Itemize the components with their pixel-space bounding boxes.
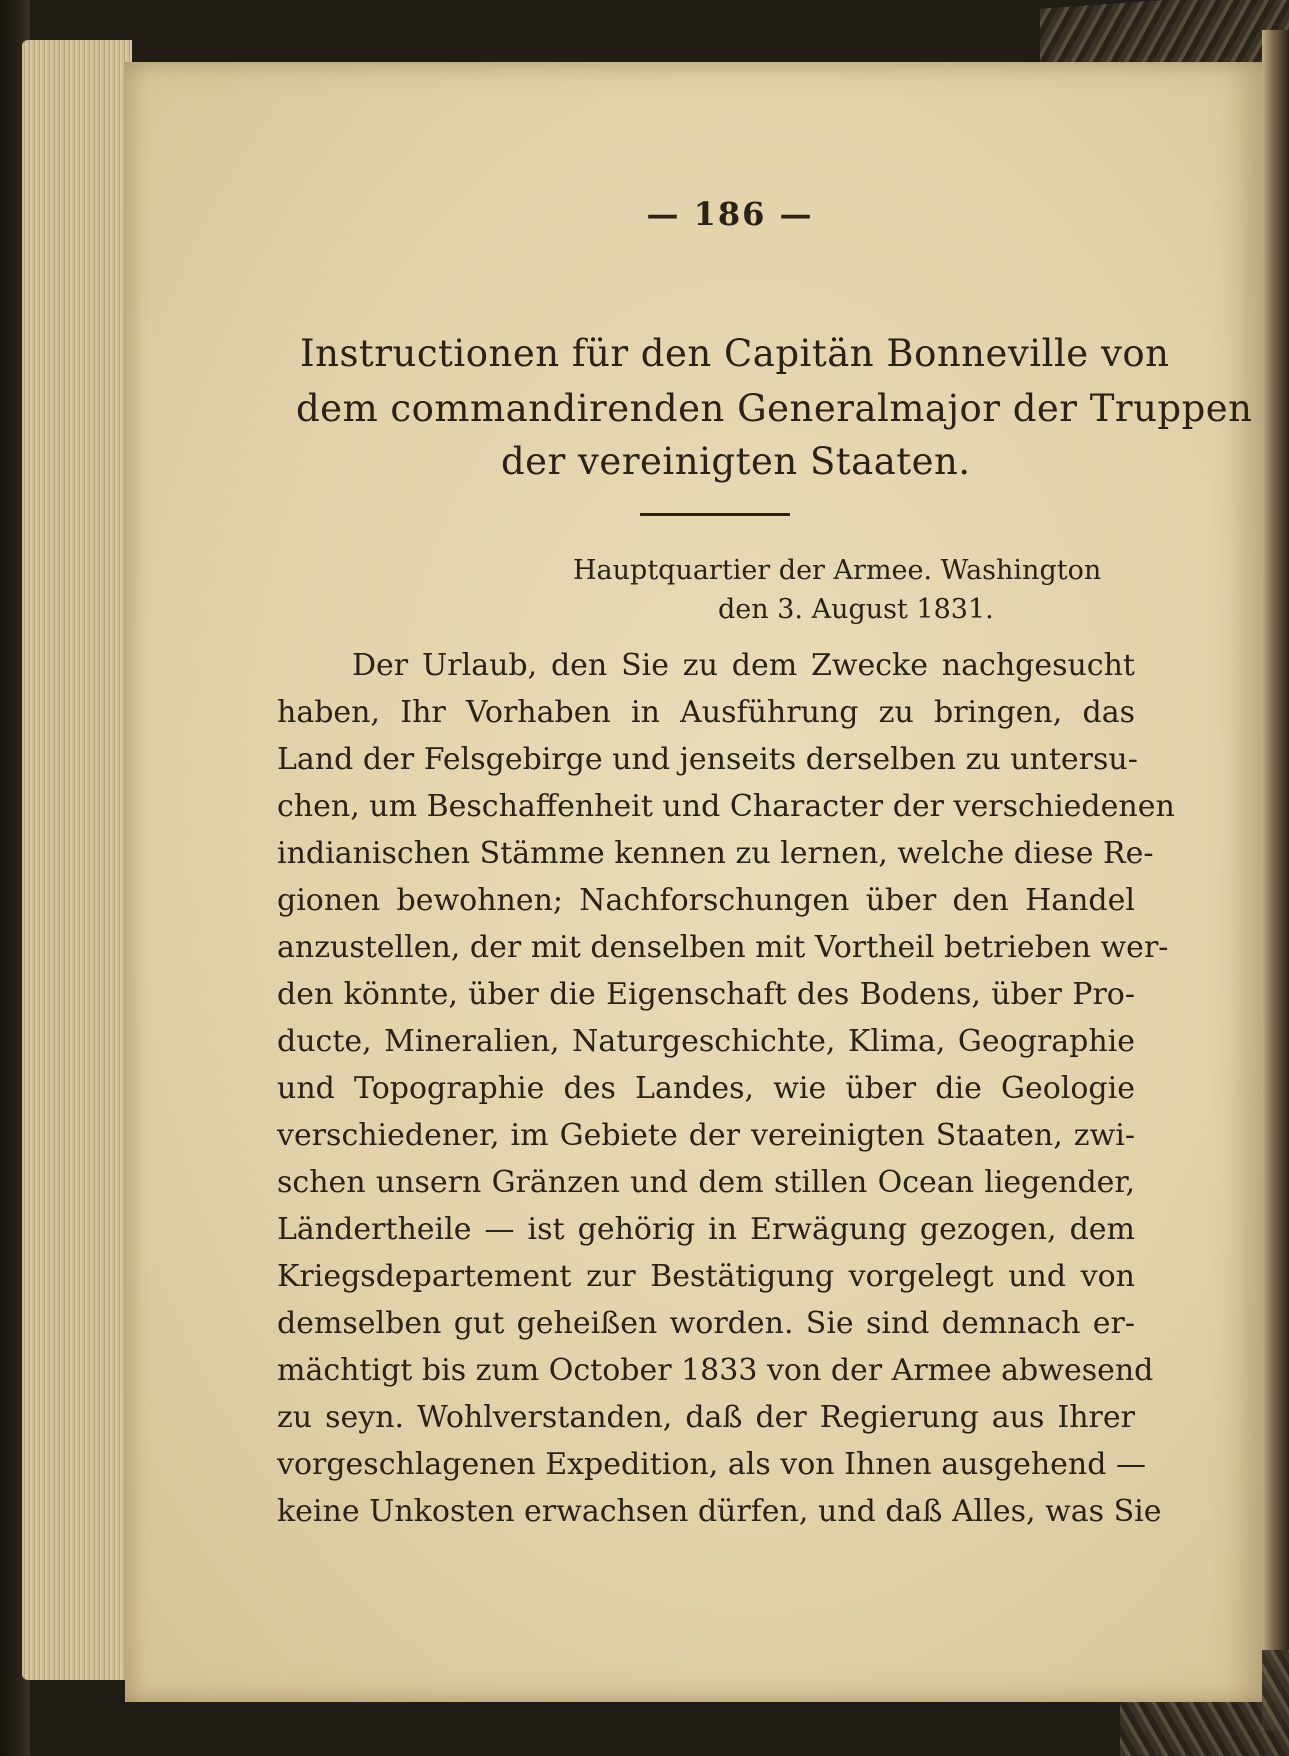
- body-line: Land der Felsgebirge und jenseits derselben zu untersu-: [277, 742, 1138, 777]
- section-divider: [640, 513, 790, 516]
- body-line: und Topographie des Landes, wie über die Geologie: [277, 1071, 1135, 1106]
- body-line: haben, Ihr Vorhaben in Ausführung zu bringen, das: [277, 695, 1135, 730]
- body-line: anzustellen, der mit denselben mit Vortheil betrieben wer-: [277, 930, 1169, 965]
- body-line: gionen bewohnen; Nachforschungen über den Handel: [277, 883, 1135, 918]
- dateline: den 3. August 1831.: [718, 594, 994, 625]
- heading-line: der vereinigten Staaten.: [501, 440, 971, 483]
- body-line: keine Unkosten erwachsen dürfen, und daß Alles, was Sie: [277, 1494, 1162, 1529]
- body-line: chen, um Beschaffenheit und Character der verschiedenen: [277, 789, 1175, 824]
- page-stack-edge: [22, 40, 132, 1680]
- page-number: — 186 —: [646, 195, 814, 233]
- page-gutter-right: [1262, 30, 1289, 1730]
- body-line: demselben gut geheißen worden. Sie sind demnach er-: [277, 1306, 1135, 1341]
- heading-line: dem commandirenden Generalmajor der Truppen: [296, 387, 1253, 430]
- body-line: schen unsern Gränzen und dem stillen Ocean liegender,: [277, 1165, 1135, 1200]
- body-line: zu seyn. Wohlverstanden, daß der Regierung aus Ihrer: [277, 1400, 1135, 1435]
- body-line: den könnte, über die Eigenschaft des Bodens, über Pro-: [277, 977, 1135, 1012]
- body-line: Der Urlaub, den Sie zu dem Zwecke nachgesucht: [352, 648, 1135, 683]
- body-line: verschiedener, im Gebiete der vereinigten Staaten, zwi-: [277, 1118, 1135, 1153]
- body-line: indianischen Stämme kennen zu lernen, welche diese Re-: [277, 836, 1154, 871]
- body-line: mächtigt bis zum October 1833 von der Armee abwesend: [277, 1353, 1154, 1388]
- body-line: Ländertheile — ist gehörig in Erwägung gezogen, dem: [277, 1212, 1135, 1247]
- body-line: ducte, Mineralien, Naturgeschichte, Klima, Geographie: [277, 1024, 1135, 1059]
- body-line: vorgeschlagenen Expedition, als von Ihnen ausgehend —: [277, 1447, 1146, 1482]
- body-line: Kriegsdepartement zur Bestätigung vorgelegt und von: [277, 1259, 1135, 1294]
- dateline: Hauptquartier der Armee. Washington: [573, 555, 1102, 586]
- heading-line: Instructionen für den Capitän Bonneville von: [300, 332, 1170, 375]
